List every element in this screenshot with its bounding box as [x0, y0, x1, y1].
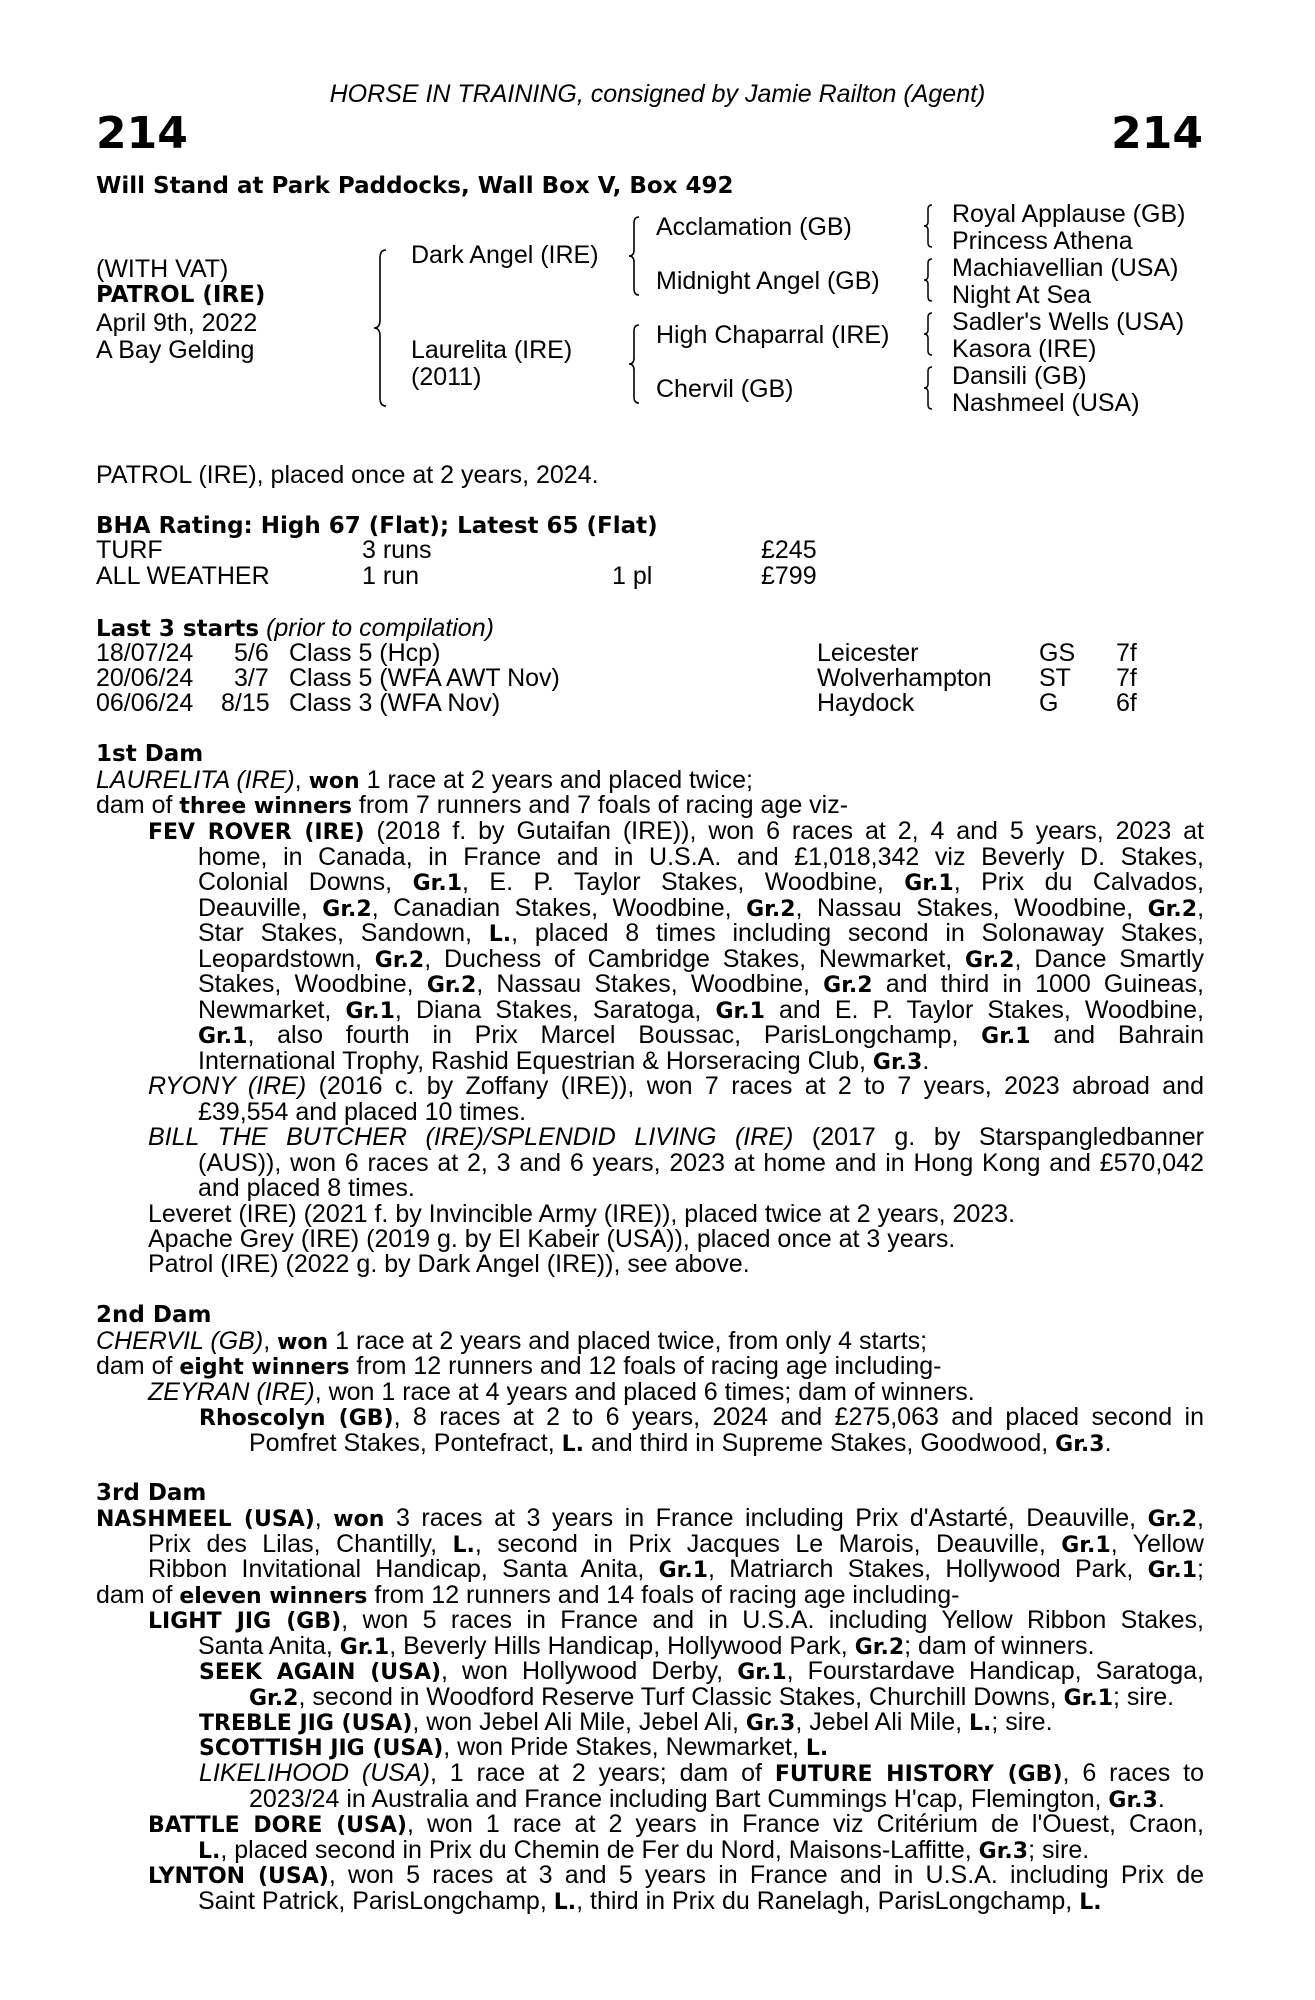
rating-row-prize: £799: [761, 562, 817, 590]
dam-name: Laurelita (IRE): [411, 336, 573, 364]
ryony-entry: RYONY (IRE) (2016 c. by Zoffany (IRE)), won 7 races at 2 to 7 years, 2023 abroad and £39,554 and placed 10 times.: [148, 1072, 1204, 1126]
horse-dob: April 9th, 2022: [96, 309, 258, 337]
seek-again-entry: SEEK AGAIN (USA), won Hollywood Derby, Gr.1, Fourstardave Handicap, Saratoga, Gr.2, second in Woodford Reserve Turf Classic Stakes, Churchill Downs, Gr.1; sire.: [199, 1657, 1205, 1711]
lot-number-left: 214: [96, 108, 188, 159]
pedigree-brace-1: [372, 248, 388, 408]
rating-row-runs: 1 run: [362, 562, 419, 590]
first-dam-line: LAURELITA (IRE), won 1 race at 2 years and placed twice;: [96, 766, 753, 794]
sire-sire: Acclamation (GB): [656, 213, 852, 241]
pedigree-brace-3b: [922, 257, 934, 303]
pedigree-brace-2b: [627, 323, 641, 405]
start-distance: 7f: [1116, 664, 1137, 692]
second-dam-produce-line: dam of eight winners from 12 runners and 12 foals of racing age including-: [96, 1352, 942, 1380]
pedigree-brace-3a: [922, 203, 934, 249]
start-distance: 7f: [1116, 639, 1137, 667]
ped-ddd: Nashmeel (USA): [952, 389, 1140, 417]
third-dam-heading: 3rd Dam: [96, 1480, 207, 1506]
start-distance: 6f: [1116, 689, 1137, 717]
ped-sdd: Night At Sea: [952, 281, 1091, 309]
second-dam-heading: 2nd Dam: [96, 1302, 212, 1328]
scottish-jig-entry: SCOTTISH JIG (USA), won Pride Stakes, Newmarket, L.: [199, 1733, 829, 1761]
ped-dsd: Kasora (IRE): [952, 335, 1097, 363]
start-course: Wolverhampton: [817, 664, 992, 692]
start-course: Haydock: [817, 689, 915, 717]
ped-dds: Dansili (GB): [952, 362, 1087, 390]
vat-note: (WITH VAT): [96, 255, 229, 283]
leveret-entry: Leveret (IRE) (2021 f. by Invincible Army (IRE)), placed twice at 2 years, 2023.: [148, 1200, 1016, 1228]
page-subtitle: HORSE IN TRAINING, consigned by Jamie Railton (Agent): [329, 80, 986, 108]
battle-dore-entry: BATTLE DORE (USA), won 1 race at 2 years in France viz Critérium de l'Ouest, Craon, L., placed second in Prix du Chemin de Fer du Nord, Maisons-Laffitte, Gr.3; sire.: [148, 1810, 1205, 1864]
zeyran-entry: ZEYRAN (IRE), won 1 race at 4 years and placed 6 times; dam of winners.: [148, 1378, 975, 1406]
start-position: 5/6: [234, 639, 269, 667]
rating-row-surface: ALL WEATHER: [96, 562, 270, 590]
horse-description: A Bay Gelding: [96, 336, 255, 364]
bha-rating: BHA Rating: High 67 (Flat); Latest 65 (Flat): [96, 513, 658, 539]
ped-sds: Machiavellian (USA): [952, 254, 1179, 282]
rating-row-placed: 1 pl: [612, 562, 653, 590]
sire-name: Dark Angel (IRE): [411, 241, 599, 269]
rating-row-prize: £245: [761, 536, 817, 564]
start-race: Class 3 (WFA Nov): [289, 689, 501, 717]
ped-sss: Royal Applause (GB): [952, 200, 1186, 228]
start-race: Class 5 (Hcp): [289, 639, 441, 667]
ped-dss: Sadler's Wells (USA): [952, 308, 1185, 336]
apache-grey-entry: Apache Grey (IRE) (2019 g. by El Kabeir (USA)), placed once at 3 years.: [148, 1225, 956, 1253]
start-race: Class 5 (WFA AWT Nov): [289, 664, 560, 692]
pedigree-brace-3d: [922, 365, 934, 411]
rating-row-runs: 3 runs: [362, 536, 432, 564]
start-going: G: [1039, 689, 1059, 717]
lot-number-right: 214: [1111, 108, 1203, 159]
rating-row-surface: TURF: [96, 536, 163, 564]
fev-rover-entry: FEV ROVER (IRE) (2018 f. by Gutaifan (IRE)), won 6 races at 2, 4 and 5 years, 2023 at home, in Canada, in France and in U.S.A. and £1,018,342 viz Beverly D. Stakes, Colonial Downs, Gr.1, E. P. Taylor Stakes, Woodbine, Gr.1, Prix du Calvados, Deauville, Gr.2, Canadian Stakes, Woodbine, Gr.2, Nassau Stakes, Woodbine, Gr.2, Star Stakes, Sandown, L., placed 8 times including second in Solonaway Stakes, Leopardstown, Gr.2, Duchess of Cambridge Stakes, Newmarket, Gr.2, Dance Smartly Stakes, Woodbine, Gr.2, Nassau Stakes, Woodbine, Gr.2 and third in 1000 Guineas, Newmarket, Gr.1, Diana Stakes, Saratoga, Gr.1 and E. P. Taylor Stakes, Woodbine, Gr.1, also fourth in Prix Marcel Boussac, ParisLongchamp, Gr.1 and Bahrain International Trophy, Rashid Equestrian & Horseracing Club, Gr.3.: [148, 817, 1205, 1075]
second-dam-line: CHERVIL (GB), won 1 race at 2 years and placed twice, from only 4 starts;: [96, 1327, 928, 1355]
patrol-entry: Patrol (IRE) (2022 g. by Dark Angel (IRE)), see above.: [148, 1250, 750, 1278]
dam-sire: High Chaparral (IRE): [656, 321, 890, 349]
start-position: 3/7: [234, 664, 269, 692]
horse-name: PATROL (IRE): [96, 282, 266, 308]
first-dam-heading: 1st Dam: [96, 741, 204, 767]
last-starts-heading: Last 3 starts (prior to compilation): [96, 614, 494, 642]
third-dam-block: NASHMEEL (USA), won 3 races at 3 years in France including Prix d'Astarté, Deauville, Gr.2, Prix des Lilas, Chantilly, L., second in Prix Jacques Le Marois, Deauville, Gr.1, Yellow Ribbon Invitational Handicap, Santa Anita, Gr.1, Matriarch Stakes, Hollywood Park, Gr.1; dam of eleven winners from 12 runners and 14 foals of racing age including-: [96, 1504, 1204, 1609]
likelihood-entry: LIKELIHOOD (USA), 1 race at 2 years; dam of FUTURE HISTORY (GB), 6 races to 2023/24 in Australia and France including Bart Cummings H'cap, Flemington, Gr.3.: [199, 1759, 1204, 1813]
pedigree-brace-2a: [627, 215, 641, 297]
first-dam-produce-line: dam of three winners from 7 runners and 7 foals of racing age viz-: [96, 791, 849, 819]
race-summary: PATROL (IRE), placed once at 2 years, 2024.: [96, 461, 599, 489]
rhoscolyn-entry: Rhoscolyn (GB), 8 races at 2 to 6 years, 2024 and £275,063 and placed second in Pomfret Stakes, Pontefract, L. and third in Supreme Stakes, Goodwood, Gr.3.: [199, 1403, 1204, 1457]
start-date: 06/06/24: [96, 689, 194, 717]
sire-dam: Midnight Angel (GB): [656, 267, 880, 295]
start-going: GS: [1039, 639, 1076, 667]
dam-year: (2011): [411, 363, 482, 391]
start-date: 20/06/24: [96, 664, 194, 692]
ped-ssd: Princess Athena: [952, 227, 1133, 255]
start-going: ST: [1039, 664, 1071, 692]
treble-jig-entry: TREBLE JIG (USA), won Jebel Ali Mile, Jebel Ali, Gr.3, Jebel Ali Mile, L.; sire.: [199, 1708, 1053, 1736]
stand-location: Will Stand at Park Paddocks, Wall Box V, Box 492: [96, 173, 734, 199]
start-position: 8/15: [221, 689, 270, 717]
dam-dam: Chervil (GB): [656, 375, 794, 403]
light-jig-entry: LIGHT JIG (GB), won 5 races in France and in U.S.A. including Yellow Ribbon Stakes, Santa Anita, Gr.1, Beverly Hills Handicap, Hollywood Park, Gr.2; dam of winners.: [148, 1606, 1204, 1660]
start-date: 18/07/24: [96, 639, 194, 667]
lynton-entry: LYNTON (USA), won 5 races at 3 and 5 years in France and in U.S.A. including Prix de Saint Patrick, ParisLongchamp, L., third in Prix du Ranelagh, ParisLongchamp, L.: [148, 1861, 1204, 1915]
bill-the-butcher-entry: BILL THE BUTCHER (IRE)/SPLENDID LIVING (IRE) (2017 g. by Starspangledbanner (AUS)), won 6 races at 2, 3 and 6 years, 2023 at home and in Hong Kong and £570,042 and placed 8 times.: [148, 1123, 1204, 1202]
pedigree-brace-3c: [922, 311, 934, 357]
start-course: Leicester: [817, 639, 919, 667]
